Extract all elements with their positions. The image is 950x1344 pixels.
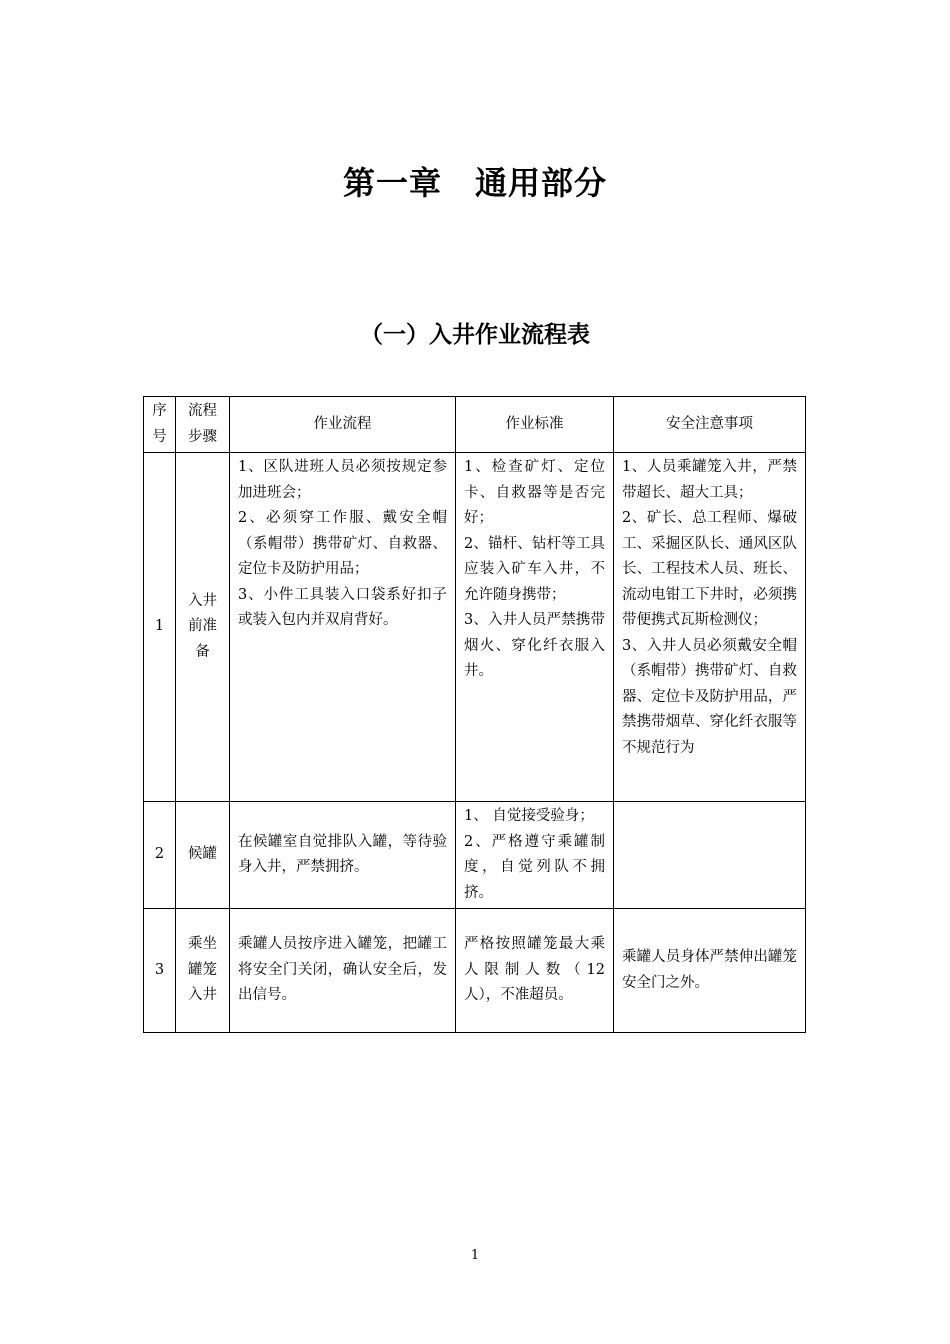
row-no: 2 xyxy=(144,802,176,909)
row-no: 3 xyxy=(144,909,176,1033)
header-standard: 作业标准 xyxy=(456,397,614,453)
row-safety xyxy=(614,802,806,909)
row-process: 乘罐人员按序进入罐笼，把罐工将安全门关闭，确认安全后，发出信号。 xyxy=(230,909,456,1033)
table-row xyxy=(144,453,806,802)
row-process: 在候罐室自觉排队入罐，等待验身入井，严禁拥挤。 xyxy=(230,802,456,909)
table-header-row xyxy=(144,397,806,453)
row-standard: 严格按照罐笼最大乘人限制人数（12人），不准超员。 xyxy=(456,909,614,1033)
header-process: 作业流程 xyxy=(230,397,456,453)
row-step: 候罐 xyxy=(176,802,230,909)
row-standard: 1、 自觉接受验身； 2、严格遵守乘罐制度，自觉列队不拥挤。 xyxy=(456,802,614,909)
header-no: 序 号 xyxy=(144,397,176,453)
table-row xyxy=(144,909,806,1033)
row-safety: 乘罐人员身体严禁伸出罐笼安全门之外。 xyxy=(614,909,806,1033)
chapter-title: 第一章 通用部分 xyxy=(342,164,607,202)
row-process: 1、区队进班人员必须按规定参加进班会； 2、必须穿工作服、戴安全帽（系帽带）携带矿灯、自救器、定位卡及防护用品； 3、小件工具装入口袋系好扣子或装入包内并双肩背好。 xyxy=(230,453,456,802)
header-step: 流程 步骤 xyxy=(176,397,230,453)
page-number: 1 xyxy=(470,1248,480,1263)
row-safety: 1、人员乘罐笼入井，严禁带超长、超大工具； 2、矿长、总工程师、爆破工、采掘区队长、通风区队长、工程技术人员、班长、流动电钳工下井时，必须携带便携式瓦斯检测仪； 3、入井人员必须戴安全帽（系帽带）携带矿灯、自救器、定位卡及防护用品，严禁携带烟草、穿化纤衣服等不规范行为 xyxy=(614,453,806,802)
row-step: 乘坐 罐笼 入井 xyxy=(176,909,230,1033)
section-title: （一）入井作业流程表 xyxy=(360,322,590,348)
row-standard: 1、检查矿灯、定位卡、自救器等是否完好； 2、锚杆、钻杆等工具应装入矿车入井，不允许随身携带； 3、入井人员严禁携带烟火、穿化纤衣服入井。 xyxy=(456,453,614,802)
row-step: 入井 前准 备 xyxy=(176,453,230,802)
table-row xyxy=(144,802,806,909)
process-table xyxy=(143,396,806,1033)
header-safety: 安全注意事项 xyxy=(614,397,806,453)
row-no: 1 xyxy=(144,453,176,802)
